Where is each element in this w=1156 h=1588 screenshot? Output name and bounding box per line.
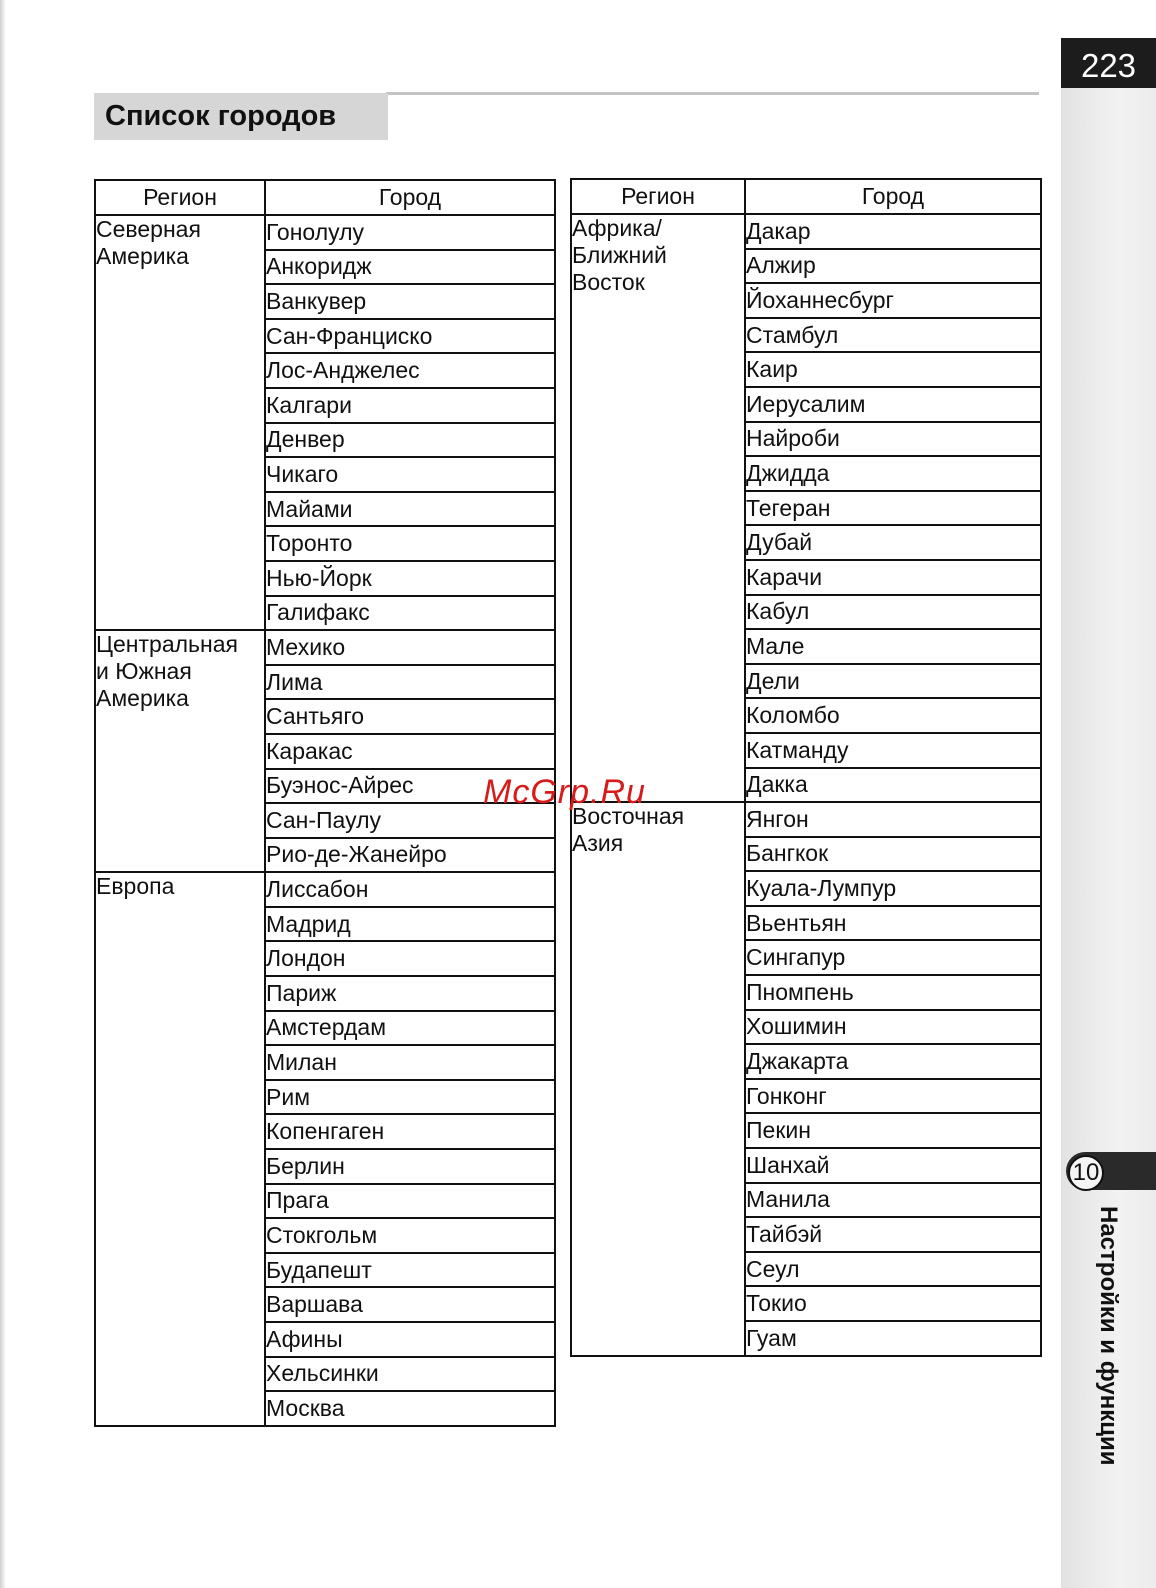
city-cell: Стамбул: [745, 318, 1041, 353]
city-cell: Каир: [745, 352, 1041, 387]
table-row: [571, 802, 1041, 837]
city-cell: Мале: [745, 629, 1041, 664]
city-cell: Галифакс: [265, 596, 555, 631]
city-cell: Бангкок: [745, 837, 1041, 872]
city-cell: Калгари: [265, 388, 555, 423]
section-title: Список городов: [94, 93, 388, 140]
page-left-edge: [0, 0, 6, 1588]
city-table-left: [94, 179, 556, 1427]
table-row: [95, 630, 555, 665]
region-cell: Центральная и Южная Америка: [95, 630, 265, 872]
city-cell: Гонолулу: [265, 215, 555, 250]
city-cell: Стокгольм: [265, 1218, 555, 1253]
city-cell: Варшава: [265, 1287, 555, 1322]
city-cell: Нью-Йорк: [265, 561, 555, 596]
city-cell: Шанхай: [745, 1148, 1041, 1183]
header-city: Город: [265, 180, 555, 215]
city-cell: Янгон: [745, 802, 1041, 837]
city-cell: Сан-Паулу: [265, 803, 555, 838]
region-cell: Европа: [95, 872, 265, 1426]
city-cell: Копенгаген: [265, 1114, 555, 1149]
city-cell: Мехико: [265, 630, 555, 665]
city-cell: Катманду: [745, 733, 1041, 768]
city-cell: Вьентьян: [745, 906, 1041, 941]
city-cell: Джидда: [745, 456, 1041, 491]
table-row: [95, 215, 555, 250]
city-cell: Прага: [265, 1184, 555, 1219]
city-cell: Кабул: [745, 595, 1041, 630]
city-cell: Денвер: [265, 423, 555, 458]
table-header-row: [95, 180, 555, 215]
city-cell: Джакарта: [745, 1044, 1041, 1079]
city-cell: Торонто: [265, 526, 555, 561]
title-rule: [386, 92, 1039, 95]
city-cell: Буэнос-Айрес: [265, 769, 555, 804]
city-cell: Гонконг: [745, 1079, 1041, 1114]
table-row: [95, 872, 555, 907]
city-cell: Афины: [265, 1322, 555, 1357]
city-cell: Йоханнесбург: [745, 283, 1041, 318]
city-cell: Лондон: [265, 941, 555, 976]
header-region: Регион: [95, 180, 265, 215]
region-cell: Восточная Азия: [571, 802, 745, 1356]
city-cell: Карачи: [745, 560, 1041, 595]
city-cell: Сеул: [745, 1252, 1041, 1287]
city-cell: Будапешт: [265, 1253, 555, 1288]
city-cell: Пномпень: [745, 975, 1041, 1010]
city-cell: Майами: [265, 492, 555, 527]
city-cell: Куала-Лумпур: [745, 871, 1041, 906]
city-cell: Тегеран: [745, 491, 1041, 526]
city-cell: Берлин: [265, 1149, 555, 1184]
city-cell: Коломбо: [745, 698, 1041, 733]
city-cell: Лос-Анджелес: [265, 353, 555, 388]
city-cell: Сантьяго: [265, 699, 555, 734]
region-cell: Северная Америка: [95, 215, 265, 630]
city-cell: Париж: [265, 976, 555, 1011]
city-cell: Дубай: [745, 525, 1041, 560]
city-cell: Москва: [265, 1391, 555, 1426]
table-header-row: [571, 179, 1041, 214]
city-table-right: [570, 178, 1042, 1357]
watermark: McGrp.Ru: [483, 773, 646, 811]
city-cell: Дакар: [745, 214, 1041, 249]
city-cell: Рим: [265, 1080, 555, 1115]
chapter-title: Настройки и функции: [1095, 1206, 1122, 1466]
city-cell: Мадрид: [265, 907, 555, 942]
city-cell: Пекин: [745, 1113, 1041, 1148]
chapter-number: 10: [1068, 1155, 1104, 1191]
city-cell: Иерусалим: [745, 387, 1041, 422]
city-cell: Найроби: [745, 422, 1041, 457]
city-cell: Дели: [745, 664, 1041, 699]
city-cell: Манила: [745, 1183, 1041, 1218]
city-cell: Анкоридж: [265, 250, 555, 285]
city-cell: Ванкувер: [265, 284, 555, 319]
region-cell: Африка/ Ближний Восток: [571, 214, 745, 802]
city-cell: Лиссабон: [265, 872, 555, 907]
page-number: 223: [1061, 38, 1156, 88]
city-cell: Токио: [745, 1286, 1041, 1321]
city-cell: Гуам: [745, 1321, 1041, 1356]
city-cell: Сан-Франциско: [265, 319, 555, 354]
city-cell: Тайбэй: [745, 1217, 1041, 1252]
city-cell: Чикаго: [265, 457, 555, 492]
header-region: Регион: [571, 179, 745, 214]
city-cell: Лима: [265, 665, 555, 700]
table-row: [571, 214, 1041, 249]
city-cell: Хошимин: [745, 1010, 1041, 1045]
city-cell: Алжир: [745, 249, 1041, 284]
city-cell: Дакка: [745, 768, 1041, 803]
city-cell: Хельсинки: [265, 1357, 555, 1392]
city-cell: Каракас: [265, 734, 555, 769]
header-city: Город: [745, 179, 1041, 214]
city-cell: Милан: [265, 1045, 555, 1080]
city-cell: Сингапур: [745, 940, 1041, 975]
city-cell: Амстердам: [265, 1011, 555, 1046]
city-cell: Рио-де-Жанейро: [265, 838, 555, 873]
